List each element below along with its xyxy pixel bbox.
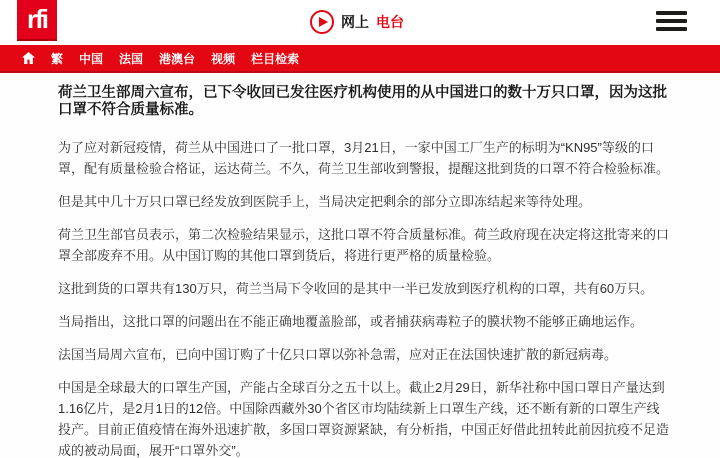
nav-item-china[interactable]: 中国 <box>79 51 104 66</box>
nav-item-traditional[interactable]: 繁 <box>51 51 64 66</box>
article-paragraph: 法国当局周六宣布，已向中国订购了十亿只口罩以弥补急需，应对正在法国快速扩散的新冠病毒。 <box>58 347 618 362</box>
radio-label-prefix: 网上 <box>341 14 369 30</box>
article-headline: 荷兰卫生部周六宣布，已下令收回已发往医疗机构使用的从中国进口的数十万只口罩，因为这批口罩不符合质量标准。 <box>58 85 667 118</box>
nav-item-france[interactable]: 法国 <box>119 51 144 66</box>
radio-label-suffix: 电台 <box>376 14 404 30</box>
hamburger-bar <box>656 11 687 15</box>
hamburger-bar <box>656 27 687 31</box>
home-icon-glyph <box>22 52 35 64</box>
hamburger-menu-icon[interactable] <box>656 11 687 31</box>
play-icon <box>310 10 334 34</box>
rfi-logo[interactable]: rfi <box>17 0 57 41</box>
article-paragraph: 但是其中几十万只口罩已经发放到医院手上，当局决定把剩余的部分立即冻结起来等待处理。 <box>58 194 592 209</box>
article-paragraph: 当局指出，这批口罩的问题出在不能正确地覆盖脸部，或者捕获病毒粒子的膜状物不能够正确地运作。 <box>58 314 644 329</box>
article-paragraph: 这批到货的口罩共有130万只，荷兰当局下令收回的是其中一半已发放到医疗机构的口罩，共有60万只。 <box>58 281 654 296</box>
play-triangle-icon <box>319 17 328 27</box>
nav-item-hk-mo-tw[interactable]: 港澳台 <box>159 51 196 66</box>
site-header <box>0 0 720 45</box>
article-paragraph: 荷兰卫生部官员表示，第二次检验结果显示，这批口罩不符合质量标准。荷兰政府现在决定将这批寄来的口罩全部废弃不用。从中国订购的其他口罩到货后，将进行更严格的质量检验。 <box>58 227 670 263</box>
main-nav <box>0 45 720 73</box>
nav-item-search[interactable]: 栏目检索 <box>251 51 300 66</box>
hamburger-bar <box>656 19 687 23</box>
article-paragraph: 中国是全球最大的口罩生产国，产能占全球百分之五十以上。截止2月29日，新华社称中国口罩日产量达到1.16亿片，是2月1日的12倍。中国除西藏外30个省区市均陆续新上口罩生产线，还不断有新的口罩生产线投产。目前正值疫情在海外迅速扩散，多国口罩资源紧缺，有分析指，中国正好借此扭转此前因抗疫不足造成的被动局面，展开“口罩外交”。 <box>58 380 670 458</box>
nav-item-video[interactable]: 视频 <box>211 51 236 66</box>
home-icon[interactable] <box>14 52 43 64</box>
article <box>0 73 672 458</box>
online-radio-button[interactable] <box>310 10 404 34</box>
article-paragraph: 为了应对新冠疫情，荷兰从中国进口了一批口罩，3月21日，一家中国工厂生产的标明为“KN95”等级的口罩，配有质量检验合格证，运达荷兰。不久，荷兰卫生部收到警报，提醒这批到货的口罩不符合检验标准。 <box>58 140 670 176</box>
